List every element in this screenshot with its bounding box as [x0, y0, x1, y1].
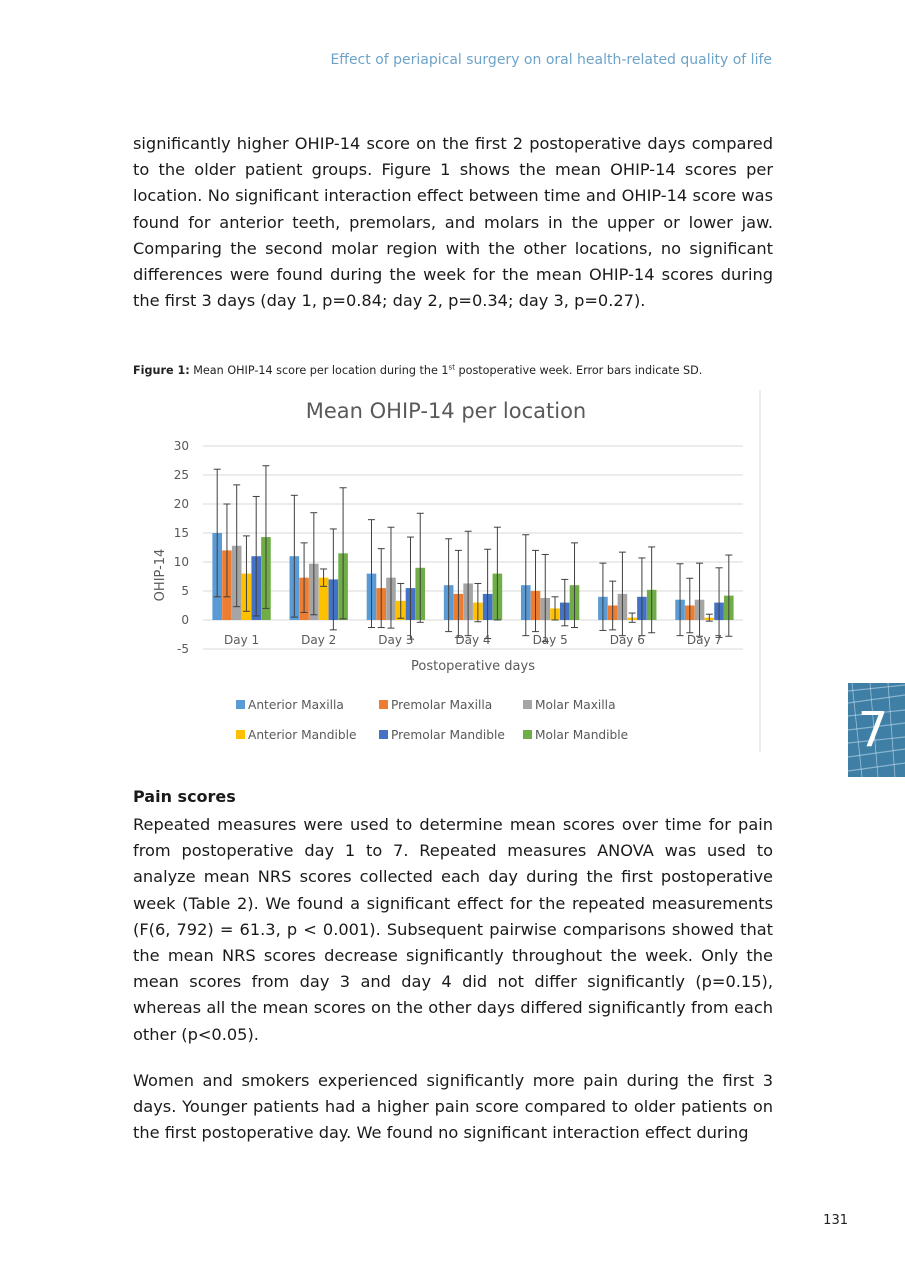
- chart-svg: [133, 388, 763, 752]
- y-tick-label: 0: [181, 613, 189, 627]
- legend-item: [523, 698, 616, 712]
- x-tick-label: Day 3: [378, 633, 414, 647]
- legend-item: [379, 728, 505, 742]
- x-tick-labels: [224, 633, 722, 647]
- body-paragraph-2: Repeated measures were used to determine mean scores over time for pain from postoperative day 1 to 7. Repeated measures ANOVA was used to analyze mean NRS scores collected each day during the first postoperative week (Table 2). We found a significant effect for the repeated measurements (F(6, 792) = 61.3, p < 0.001). Subsequent pairwise comparisons showed that the mean NRS scores decrease significantly throughout the week. Only the mean scores from day 3 and day 4 did not differ significantly (p=0.15), whereas all the mean scores on the other days differed significantly from each other (p<0.05).: [133, 815, 773, 1044]
- x-tick-label: Day 6: [609, 633, 645, 647]
- legend-swatch: [379, 730, 388, 739]
- chapter-number: 7: [857, 702, 889, 758]
- legend-label: Premolar Maxilla: [391, 698, 493, 712]
- figure-caption-text-end: postoperative week. Error bars indicate SD.: [454, 364, 703, 377]
- legend-swatch: [523, 730, 532, 739]
- x-tick-label: Day 7: [686, 633, 723, 647]
- y-tick-label: 25: [173, 468, 189, 482]
- legend-label: Anterior Maxilla: [248, 698, 344, 712]
- legend-swatch: [523, 700, 532, 709]
- page-number: 131: [823, 1213, 848, 1228]
- y-tick-label: -5: [177, 642, 189, 656]
- y-tick-label: 15: [173, 526, 189, 540]
- bars: [212, 533, 733, 620]
- y-axis-label: OHIP-14: [153, 548, 168, 602]
- y-tick-label: 5: [181, 584, 189, 598]
- legend-label: Premolar Mandible: [391, 728, 505, 742]
- y-tick-label: 10: [173, 555, 189, 569]
- x-tick-label: Day 1: [223, 633, 260, 647]
- x-tick-label: Day 5: [532, 633, 568, 647]
- legend-item: [236, 698, 344, 712]
- figure-caption-text: Mean OHIP-14 score per location during the 1: [189, 364, 449, 377]
- legend-label: Molar Mandible: [535, 728, 629, 742]
- error-bar: [407, 537, 414, 639]
- legend-label: Molar Maxilla: [535, 698, 616, 712]
- chapter-tab: [848, 683, 905, 777]
- legend-item: [379, 698, 492, 712]
- running-head: Effect of periapical surgery on oral health-related quality of life: [330, 52, 772, 68]
- body-paragraph-3: Women and smokers experienced significantly more pain during the first 3 days. Younger patients had a higher pain score compared to older patients on the first postoperative day. We found no significant interaction effect during: [133, 1071, 773, 1143]
- figure-caption-label: Figure 1:: [133, 364, 190, 377]
- legend-swatch: [236, 730, 245, 739]
- body-paragraph-1: significantly higher OHIP-14 score on the first 2 postoperative days compared to the older patient groups. Figure 1 shows the mean OHIP-14 scores per location. No significant interaction effect between time and OHIP-14 score was found for anterior teeth, premolars, and molars in the upper or lower jaw. Comparing the second molar region with the other locations, no significant differences were found during the week for the mean OHIP-14 scores during the first 3 days (day 1, p=0.84; day 2, p=0.34; day 3, p=0.27).: [133, 134, 773, 311]
- figure-caption-superscript: st: [448, 363, 455, 372]
- chart-title: Mean OHIP-14 per location: [305, 399, 587, 423]
- legend-item: [523, 728, 628, 742]
- figure-caption: [133, 364, 702, 377]
- section-heading: Pain scores: [133, 787, 236, 806]
- x-axis-label: Postoperative days: [411, 659, 535, 674]
- legend-label: Anterior Mandible: [248, 728, 357, 742]
- legend-swatch: [236, 700, 245, 709]
- y-tick-label: 20: [173, 497, 189, 511]
- error-bar: [716, 568, 723, 638]
- legend-item: [236, 728, 357, 742]
- legend: [236, 698, 628, 742]
- x-tick-label: Day 2: [301, 633, 337, 647]
- y-tick-label: 30: [173, 439, 189, 453]
- x-tick-label: Day 4: [455, 633, 491, 647]
- bar-chart: [133, 388, 763, 752]
- legend-swatch: [379, 700, 388, 709]
